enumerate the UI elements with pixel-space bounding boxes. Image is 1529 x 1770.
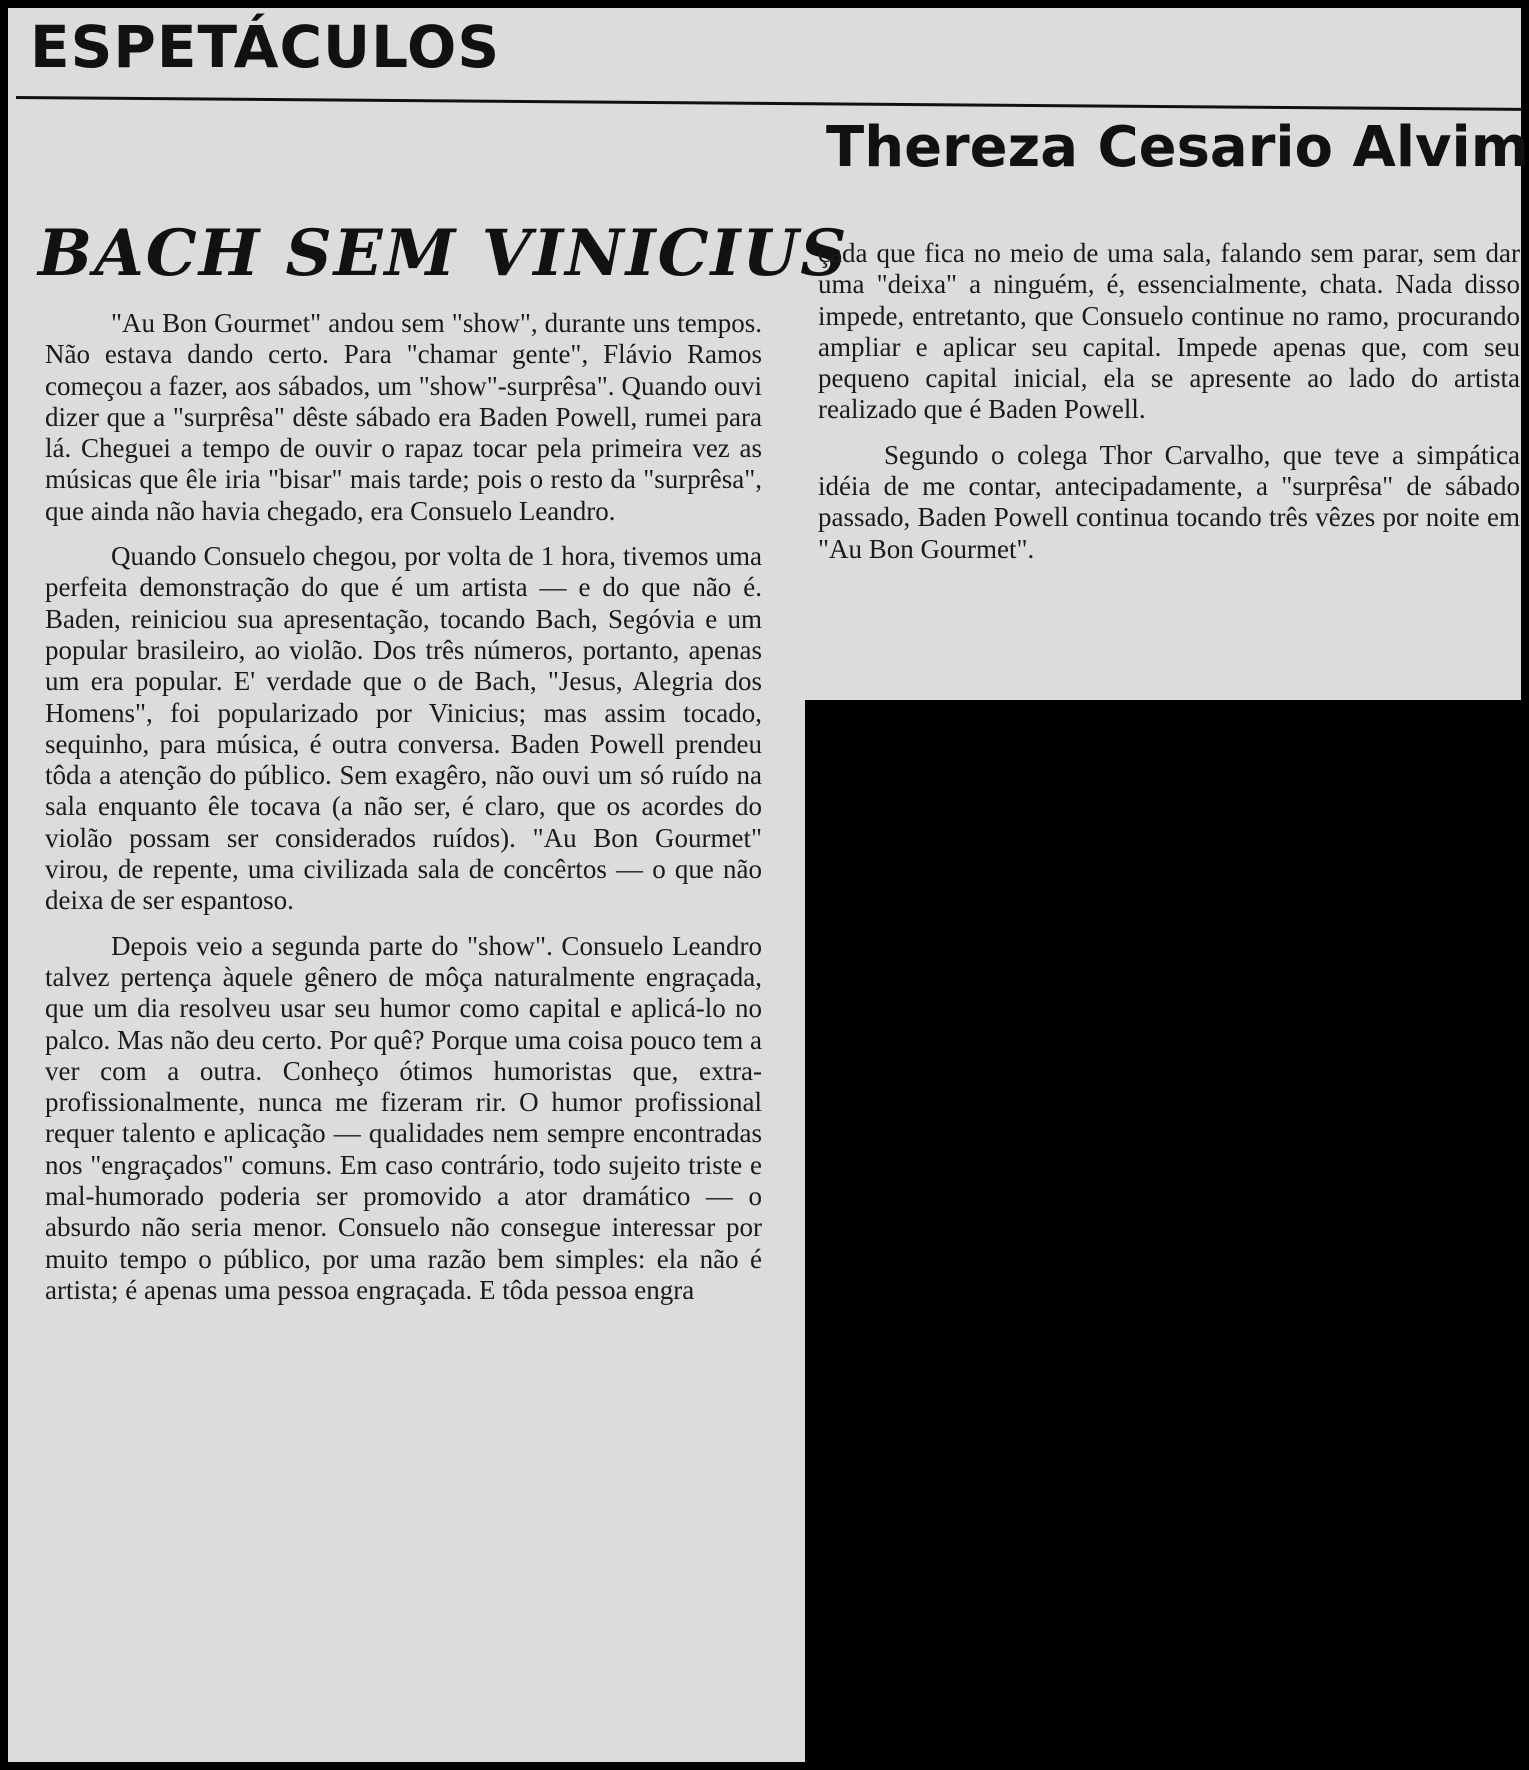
paragraph: Quando Consuelo chegou, por volta de 1 hora, tivemos uma perfeita demonstração do que é um artista — e do que não é. Baden, reiniciou sua apresentação, tocando Bach, Segóvia e um popular brasileiro, ao violão. Dos três números, portanto, apenas um era popular. E' verdade que o de Bach, "Jesus, Alegria dos Homens", foi popularizado por Vinicius; mas assim tocado, sequinho, para música, é outra conversa. Baden Powell prendeu tôda a atenção do público. Sem exagêro, não ouvi um só ruído na sala enquanto êle tocava (a não ser, é claro, que os acordes do violão possam ser considerados ruídos). "Au Bon Gourmet" virou, de repente, uma civilizada sala de concêrtos — o que não deixa de ser espantoso.	[45, 541, 762, 916]
article-headline: BACH SEM VINICIUS	[38, 216, 849, 291]
article-column-left	[45, 308, 762, 1320]
paragraph: Depois veio a segunda parte do "show". Consuelo Leandro talvez pertença àquele gênero de môça naturalmente engraçada, que um dia resolveu usar seu humor como capital e aplicá-lo no palco. Mas não deu certo. Por quê? Porque uma coisa pouco tem a ver com a outra. Conheço ótimos humoristas que, extra-profissionalmente, nunca me fizeram rir. O humor profissional requer talento e aplicação — qualidades nem sempre encontradas nos "engraçados" comuns. Em caso contrário, todo sujeito triste e mal-humorado poderia ser promovido a ator dramático — o absurdo não seria menor. Consuelo não consegue interessar por muito tempo o público, por uma razão bem simples: ela não é artista; é apenas uma pessoa engraçada. E tôda pessoa engra	[45, 930, 762, 1305]
article-column-right	[818, 238, 1520, 579]
section-label: ESPETÁCULOS	[30, 13, 501, 81]
paragraph: "Au Bon Gourmet" andou sem "show", durante uns tempos. Não estava dando certo. Para "chamar gente", Flávio Ramos começou a fazer, aos sábados, um "show"-surprêsa". Quando ouvi dizer que a "surprêsa" dêste sábado era Baden Powell, rumei para lá. Cheguei a tempo de ouvir o rapaz tocar pela primeira vez as músicas que êle iria "bisar" mais tarde; pois o resto da "surprêsa", que ainda não havia chegado, era Consuelo Leandro.	[45, 308, 762, 526]
paragraph: çada que fica no meio de uma sala, falando sem parar, sem dar uma "deixa" a ninguém, é, essencialmente, chata. Nada disso impede, entretanto, que Consuelo continue no ramo, procurando ampliar e aplicar seu capital. Impede apenas que, com seu pequeno capital inicial, ela se apresente ao lado do artista realizado que é Baden Powell.	[818, 238, 1520, 425]
paragraph: Segundo o colega Thor Carvalho, que teve a simpática idéia de me contar, antecipadamente, a "surprêsa" de sábado passado, Baden Powell continua tocando três vêzes por noite em "Au Bon Gourmet".	[818, 439, 1520, 564]
author-byline: Thereza Cesario Alvim	[826, 115, 1529, 180]
